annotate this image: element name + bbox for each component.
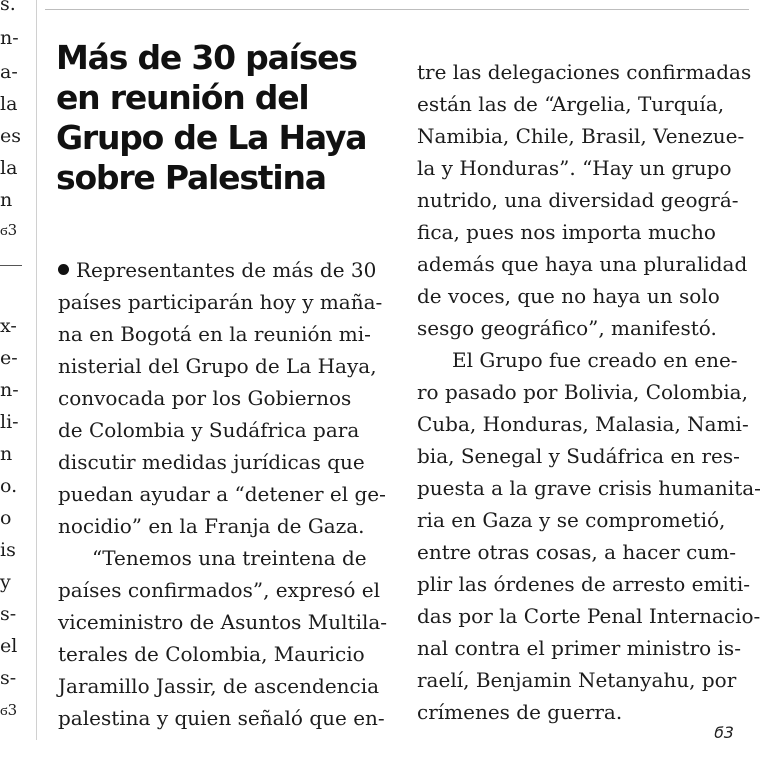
body-line: viceministro de Asuntos Multila-	[58, 610, 388, 634]
body-line: entre otras cosas, a hacer cum-	[417, 540, 736, 564]
body-line: ro pasado por Bolivia, Colombia,	[417, 380, 748, 404]
body-line: puedan ayudar a “detener el ge-	[58, 482, 386, 506]
left-fragment-endmark: ϭ3	[0, 701, 18, 719]
body-line: de Colombia y Sudáfrica para	[58, 418, 360, 442]
body-line: sesgo geográfico”, manifestó.	[417, 316, 717, 340]
headline-line: en reunión del	[56, 78, 309, 117]
headline-line: Más de 30 países	[56, 38, 357, 77]
body-line: terales de Colombia, Mauricio	[58, 642, 365, 666]
body-line: nisterial del Grupo de La Haya,	[58, 354, 377, 378]
left-fragment: n-	[0, 379, 19, 401]
body-line: das por la Corte Penal Internacio-	[417, 604, 761, 628]
body-line: Jaramillo Jassir, de ascendencia	[58, 674, 380, 698]
left-fragment: s-	[0, 667, 17, 689]
body-line: tre las delegaciones confirmadas	[417, 60, 752, 84]
body-line: palestina y quien señaló que en-	[58, 706, 385, 730]
column-divider	[36, 0, 37, 740]
body-line: nutrido, una diversidad geográ-	[417, 188, 739, 212]
left-fragment: la	[0, 157, 18, 179]
left-fragment: e-	[0, 347, 18, 369]
body-line: de voces, que no haya un solo	[417, 284, 720, 308]
body-line: plir las órdenes de arresto emiti-	[417, 572, 750, 596]
left-fragment: o.	[0, 475, 18, 497]
bullet-icon	[58, 264, 69, 275]
end-of-article-mark: ϭ3	[714, 723, 734, 742]
left-fragment: x-	[0, 315, 17, 337]
body-line: además que haya una pluralidad	[417, 252, 748, 276]
body-line: países participarán hoy y maña-	[58, 290, 383, 314]
article-headline	[56, 38, 376, 198]
left-fragment: s-	[0, 603, 17, 625]
body-line: Namibia, Chile, Brasil, Venezue-	[417, 124, 745, 148]
left-fragment: li-	[0, 411, 19, 433]
left-fragment: y	[0, 571, 11, 593]
body-line: bia, Senegal y Sudáfrica en res-	[417, 444, 740, 468]
top-rule	[45, 9, 749, 10]
body-line: “Tenemos una treintena de	[92, 546, 367, 570]
body-line: fica, pues nos importa mucho	[417, 220, 716, 244]
left-fragment: is	[0, 539, 16, 561]
body-line: nal contra el primer ministro is-	[417, 636, 741, 660]
left-column-divider-rule	[0, 265, 22, 266]
headline-line: Grupo de La Haya	[56, 118, 367, 157]
body-line: puesta a la grave crisis humanita-	[417, 476, 761, 500]
body-line: Cuba, Honduras, Malasia, Nami-	[417, 412, 749, 436]
left-fragment: n	[0, 443, 13, 465]
body-line: nocidio” en la Franja de Gaza.	[58, 514, 365, 538]
body-line: convocada por los Gobiernos	[58, 386, 352, 410]
left-fragment: o	[0, 507, 12, 529]
lead-paragraph-line	[58, 254, 376, 286]
left-fragment-endmark: ϭ3	[0, 221, 18, 239]
left-fragment: n	[0, 189, 13, 211]
body-line: discutir medidas jurídicas que	[58, 450, 365, 474]
body-line: la y Honduras”. “Hay un grupo	[417, 156, 732, 180]
left-fragment: el	[0, 635, 18, 657]
left-fragment: n-	[0, 27, 19, 49]
body-line: están las de “Argelia, Turquía,	[417, 92, 725, 116]
body-line: países confirmados”, expresó el	[58, 578, 381, 602]
headline-line: sobre Palestina	[56, 158, 326, 197]
body-line: raelí, Benjamin Netanyahu, por	[417, 668, 737, 692]
left-fragment: s.	[0, 0, 16, 15]
left-fragment: es	[0, 125, 21, 147]
left-fragment: la	[0, 93, 18, 115]
body-line: El Grupo fue creado en ene-	[452, 348, 738, 372]
text-line: Representantes de más de 30	[76, 258, 377, 282]
left-fragment: a-	[0, 61, 18, 83]
body-line: na en Bogotá en la reunión mi-	[58, 322, 371, 346]
body-line: crímenes de guerra.	[417, 700, 623, 724]
body-line: ria en Gaza y se comprometió,	[417, 508, 726, 532]
